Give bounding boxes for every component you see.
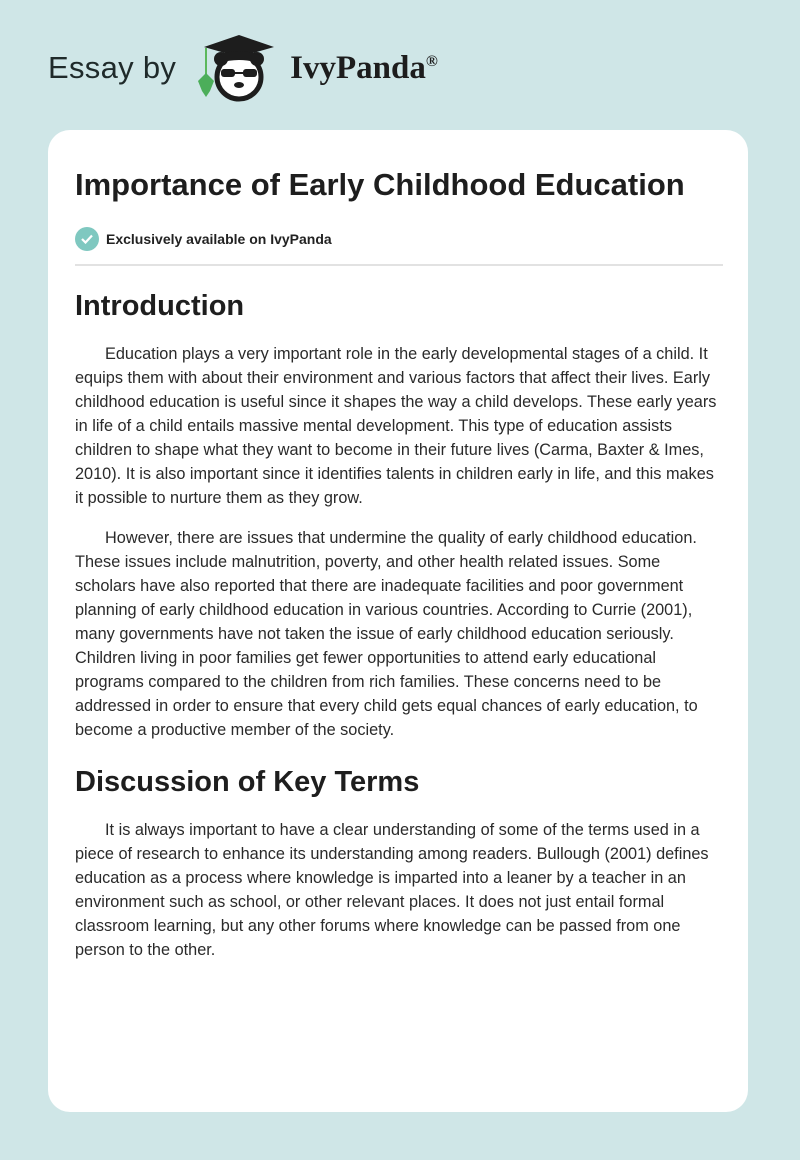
- brand-name[interactable]: [290, 50, 438, 87]
- ivypanda-logo-icon[interactable]: [194, 33, 284, 103]
- section-heading: Discussion of Key Terms: [75, 766, 420, 798]
- site-header: [48, 38, 438, 98]
- paragraph: Education plays a very important role in the early developmental stages of a child. It equips them with about their environment and various factors that affect their lives. Early childhood education is useful since it shapes the way a child develops. These early years in life of a child entails massive mental development. This type of education assists children to shape what they want to become in their future lives (Carma, Baxter & Imes, 2010). It is also important since it identifies talents in children early in life, and this makes it possible to nurture them as they grow.: [75, 345, 717, 507]
- exclusive-badge: [75, 227, 723, 251]
- essay-by-label: Essay by: [48, 50, 177, 85]
- brand-text: IvyPanda: [290, 49, 426, 86]
- badge-text: Exclusively available on IvyPanda: [106, 231, 332, 247]
- divider: [75, 264, 723, 266]
- check-icon: [75, 227, 99, 251]
- essay-title: Importance of Early Childhood Education: [75, 167, 685, 202]
- paragraph: However, there are issues that undermine the quality of early childhood education. These issues include malnutrition, poverty, and other health related issues. Some scholars have also reported that there are inadequate facilities and poor government planning of early childhood education in various countries. According to Currie (2001), many governments have not taken the issue of early childhood education seriously. Children living in poor families get fewer opportunities to attend early educational programs compared to the children from rich families. These concerns need to be addressed in order to ensure that every child gets equal chances of early education, to become a productive member of the society.: [75, 529, 698, 739]
- essay-card: [48, 130, 748, 1112]
- essay-content: [75, 164, 723, 978]
- registered-mark: ®: [425, 52, 438, 70]
- section-heading: Introduction: [75, 290, 245, 322]
- paragraph: It is always important to have a clear understanding of some of the terms used in a piece of research to enhance its understanding among readers. Bullough (2001) defines education as a process where knowledge is imparted into a leaner by a teacher in an environment such as school, or other relevant places. It does not just entail formal classroom learning, but any other forums where knowledge can be passed from one person to the other.: [75, 821, 709, 959]
